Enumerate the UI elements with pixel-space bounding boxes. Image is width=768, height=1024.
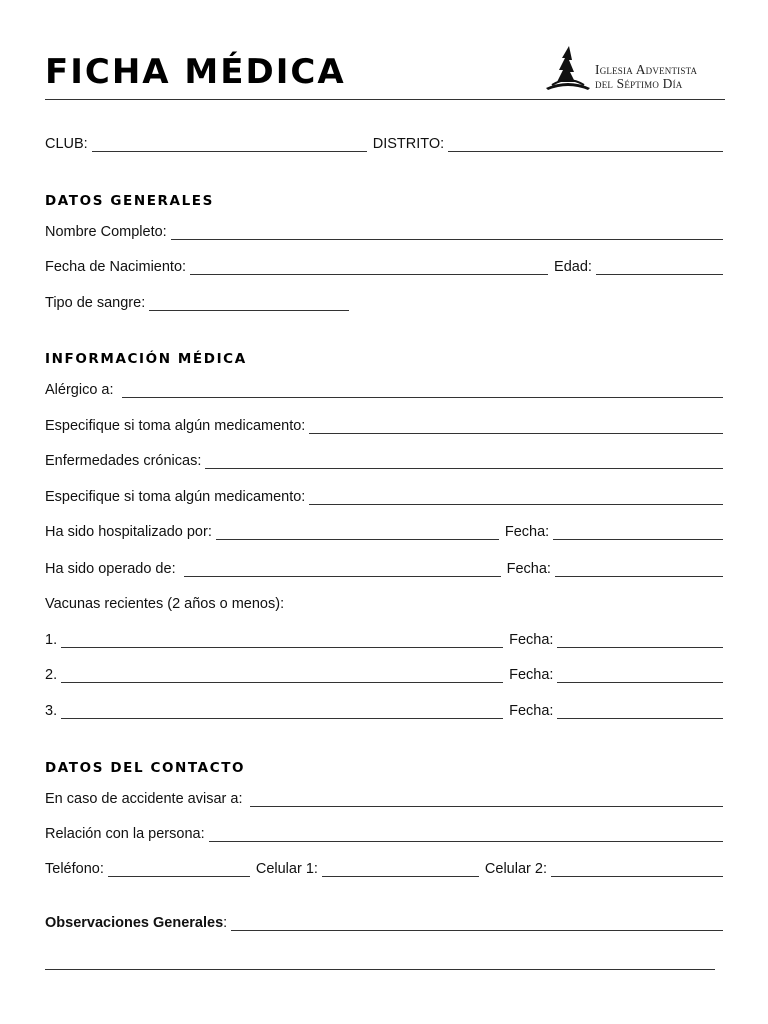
edad-label: Edad: <box>554 259 592 275</box>
relacion-label: Relación con la persona: <box>45 826 205 842</box>
accidente-label: En caso de accidente avisar a: <box>45 791 243 807</box>
hospitalizado-row <box>45 524 723 540</box>
cronicas-field[interactable] <box>205 455 723 469</box>
edad-field[interactable] <box>596 261 723 275</box>
medicamento2-label: Especifique si toma algún medicamento: <box>45 489 306 505</box>
observaciones-label: Observaciones Generales <box>45 915 224 931</box>
sangre-row <box>45 295 723 311</box>
vacuna-fecha-field[interactable] <box>557 705 723 719</box>
vacunas-row <box>45 596 723 612</box>
alergico-row <box>45 382 723 398</box>
celular1-field[interactable] <box>322 863 479 877</box>
page-title: FICHA MÉDICA <box>45 52 346 92</box>
club-field[interactable] <box>92 138 367 152</box>
operado-row <box>45 561 723 577</box>
celular2-field[interactable] <box>551 863 723 877</box>
vacunas-label: Vacunas recientes (2 años o menos): <box>45 596 285 612</box>
vacuna-row-1 <box>45 632 723 648</box>
operado-label: Ha sido operado de: <box>45 561 176 577</box>
vacuna-fecha-label: Fecha: <box>509 667 554 683</box>
vacuna-number: 1. <box>45 632 58 648</box>
section-heading-informacion-medica: INFORMACIÓN MÉDICA <box>45 351 247 367</box>
church-emblem-icon <box>542 44 594 94</box>
observaciones-field[interactable] <box>231 917 723 931</box>
vacuna-fecha-field[interactable] <box>557 634 723 648</box>
vacuna-fecha-label: Fecha: <box>509 703 554 719</box>
vacuna-field[interactable] <box>61 669 503 683</box>
medicamento2-field[interactable] <box>309 491 723 505</box>
vacuna-fecha-field[interactable] <box>557 669 723 683</box>
operado-field[interactable] <box>184 563 501 577</box>
section-heading-datos-generales: DATOS GENERALES <box>45 193 214 209</box>
hospitalizado-fecha-label: Fecha: <box>504 524 550 540</box>
church-name <box>595 63 697 91</box>
cronicas-label: Enfermedades crónicas: <box>45 453 202 469</box>
distrito-field[interactable] <box>448 138 723 152</box>
church-logo <box>542 44 726 94</box>
club-distrito-row <box>45 136 723 152</box>
observaciones-field-line-2[interactable] <box>45 956 715 970</box>
church-name-line-1: Iglesia Adventista <box>595 62 698 77</box>
nacimiento-label: Fecha de Nacimiento: <box>45 259 187 275</box>
nombre-row <box>45 224 723 240</box>
observaciones-colon: : <box>223 915 228 931</box>
medicamento-row <box>45 418 723 434</box>
club-label: CLUB: <box>45 136 88 152</box>
hospitalizado-label: Ha sido hospitalizado por: <box>45 524 212 540</box>
header-divider <box>45 99 725 100</box>
operado-fecha-label: Fecha: <box>506 561 551 577</box>
vacuna-number: 3. <box>45 703 58 719</box>
section-heading-datos-contacto: DATOS DEL CONTACTO <box>45 760 246 776</box>
nombre-label: Nombre Completo: <box>45 224 167 240</box>
celular1-label: Celular 1: <box>255 861 318 877</box>
medicamento-field[interactable] <box>309 420 723 434</box>
nombre-field[interactable] <box>171 226 723 240</box>
church-name-line-2: del Séptimo Día <box>595 76 683 91</box>
operado-fecha-field[interactable] <box>555 563 723 577</box>
relacion-field[interactable] <box>209 828 723 842</box>
medicamento2-row <box>45 489 723 505</box>
observaciones-row <box>45 915 723 931</box>
sangre-label: Tipo de sangre: <box>45 295 146 311</box>
distrito-label: DISTRITO: <box>372 136 445 152</box>
sangre-field[interactable] <box>149 297 349 311</box>
telefono-row <box>45 861 723 877</box>
vacuna-field[interactable] <box>61 705 503 719</box>
hospitalizado-field[interactable] <box>216 526 499 540</box>
telefono-field[interactable] <box>108 863 250 877</box>
hospitalizado-fecha-field[interactable] <box>553 526 723 540</box>
accidente-field[interactable] <box>250 793 723 807</box>
vacuna-row-3 <box>45 703 723 719</box>
accidente-row <box>45 791 723 807</box>
telefono-label: Teléfono: <box>45 861 104 877</box>
medicamento-label: Especifique si toma algún medicamento: <box>45 418 306 434</box>
observaciones-row-2 <box>45 956 715 970</box>
alergico-label: Alérgico a: <box>45 382 114 398</box>
cronicas-row <box>45 453 723 469</box>
vacuna-field[interactable] <box>61 634 503 648</box>
celular2-label: Celular 2: <box>484 861 547 877</box>
vacuna-number: 2. <box>45 667 58 683</box>
alergico-field[interactable] <box>122 384 723 398</box>
vacuna-row-2 <box>45 667 723 683</box>
nacimiento-row <box>45 259 723 275</box>
relacion-row <box>45 826 723 842</box>
nacimiento-field[interactable] <box>190 261 548 275</box>
vacuna-fecha-label: Fecha: <box>509 632 554 648</box>
